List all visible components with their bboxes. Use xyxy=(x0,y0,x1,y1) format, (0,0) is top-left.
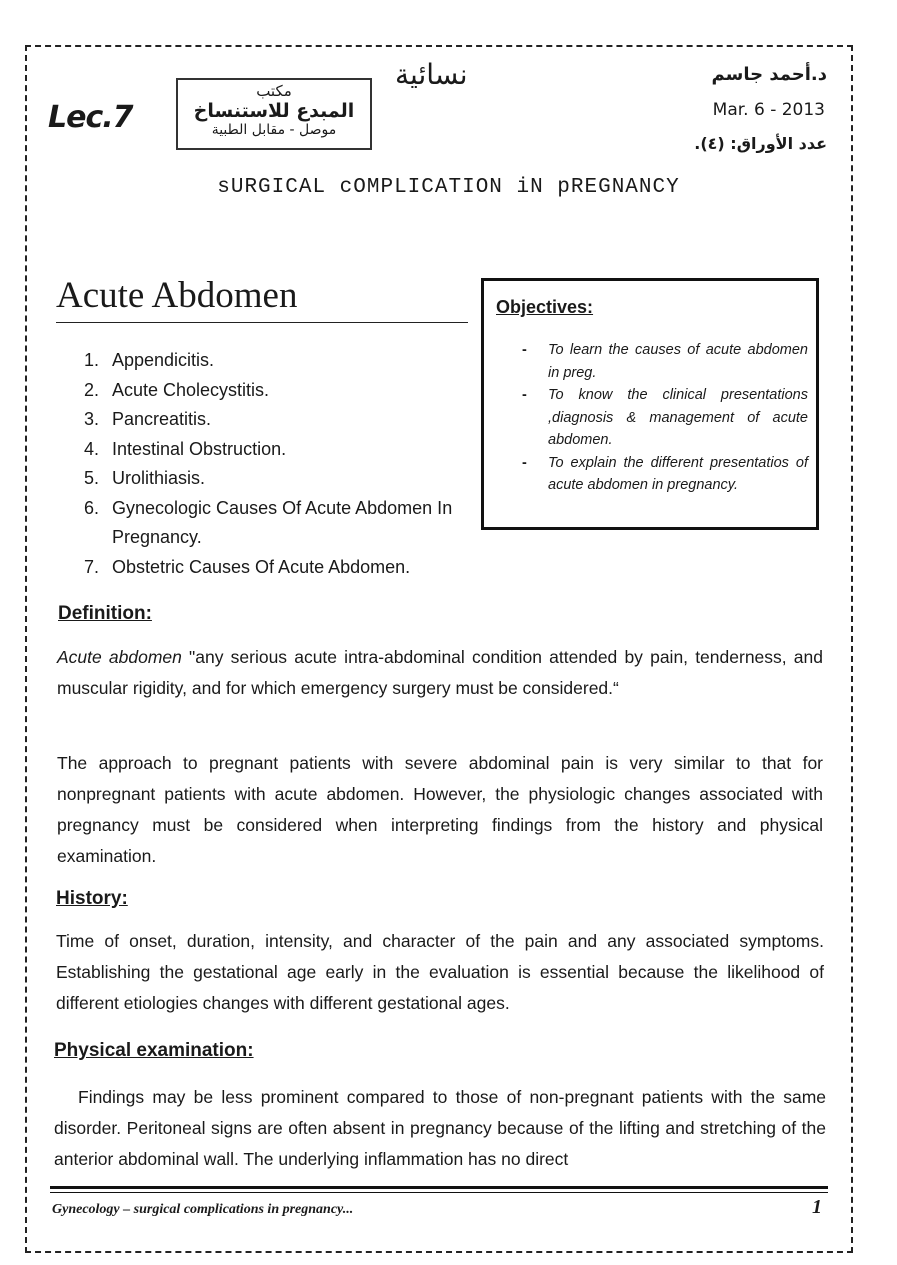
sheet-count: عدد الأوراق: (٤). xyxy=(694,134,827,153)
cause-number: 7. xyxy=(84,556,100,577)
cause-text: Intestinal Obstruction. xyxy=(112,438,287,459)
footer-text: Gynecology – surgical complications in pregnancy... xyxy=(52,1202,354,1217)
footer-rule-thin xyxy=(50,1192,828,1193)
cause-item xyxy=(78,346,478,376)
approach-paragraph: The approach to pregnant patients with severe abdominal pain is very similar to that for nonpregnant patients with acute abdomen. However, the physiologic changes associated with pregnancy must be considered when interpreting findings from the history and physical examination. xyxy=(57,753,823,866)
objectives-box xyxy=(481,278,819,530)
definition-paragraph xyxy=(57,642,823,704)
footer-rule xyxy=(50,1186,828,1189)
doctor-name: د.أحمد جاسم xyxy=(711,64,827,85)
title-underline xyxy=(56,322,468,323)
cause-text: Obstetric Causes Of Acute Abdomen. xyxy=(112,556,411,577)
cause-number: 4. xyxy=(84,438,100,459)
history-heading: History: xyxy=(56,888,128,909)
cause-number: 3. xyxy=(84,409,100,429)
cause-text: Acute Cholecystitis. xyxy=(112,379,270,400)
page-number: 1 xyxy=(812,1196,822,1218)
stamp-line-2: المبدع للاستنساخ xyxy=(193,100,355,122)
objectives-list xyxy=(510,339,808,497)
cause-number: 6. xyxy=(84,497,100,518)
cause-text: Urolithiasis. xyxy=(112,468,206,488)
cause-text: Pancreatitis. xyxy=(112,409,212,429)
physical-exam-paragraph: Findings may be less prominent compared to those of non-pregnant patients with the same disorder. Peritoneal signs are often absent in pregnancy because of the lifting and stretching of the anterior abdominal wall. The underlying inflammation has no direct xyxy=(54,1087,826,1169)
cause-number: 5. xyxy=(84,468,100,488)
definition-heading: Definition: xyxy=(58,603,152,624)
cause-item xyxy=(78,494,478,553)
lecture-number: Lec.7 xyxy=(48,100,133,135)
cause-item xyxy=(78,464,478,494)
causes-list xyxy=(78,346,478,582)
objectives-heading: Objectives: xyxy=(496,297,594,317)
definition-term: Acute abdomen xyxy=(57,647,182,667)
copy-shop-stamp xyxy=(176,78,372,150)
subject-arabic: نسائية xyxy=(395,58,468,91)
cause-number: 1. xyxy=(84,350,100,370)
cause-text: Appendicitis. xyxy=(112,350,215,370)
cause-item xyxy=(78,553,478,583)
objective-item: - To explain the different presentatios of acute abdomen in pregnancy. xyxy=(510,452,808,497)
document-subtitle: sURGICAL cOMPLICATION iN pREGNANCY xyxy=(217,176,680,199)
cause-text: Gynecologic Causes Of Acute Abdomen In Pregnancy. xyxy=(112,497,453,547)
stamp-line-3: موصل - مقابل الطبية xyxy=(211,122,337,138)
objective-item: - To know the clinical presentations ,diagnosis & management of acute abdomen. xyxy=(510,384,808,452)
lecture-date: Mar. 6 - 2013 xyxy=(712,100,825,120)
section-title: Acute Abdomen xyxy=(56,275,298,316)
cause-item xyxy=(78,376,478,406)
cause-item xyxy=(78,405,478,435)
objective-item: - To learn the causes of acute abdomen in preg. xyxy=(510,339,808,384)
cause-item xyxy=(78,435,478,465)
definition-text: "any serious acute intra-abdominal condition attended by pain, tenderness, and muscular rigidity, and for which emergency surgery must be considered.“ xyxy=(57,647,823,698)
history-paragraph: Time of onset, duration, intensity, and character of the pain and any associated symptoms. Establishing the gestational age early in the evaluation is essential because the likelihood of different etiologies changes with different gestational ages. xyxy=(56,931,824,1013)
stamp-line-1: مكتب xyxy=(256,82,292,100)
physical-exam-heading: Physical examination: xyxy=(54,1040,254,1061)
cause-number: 2. xyxy=(84,379,100,400)
